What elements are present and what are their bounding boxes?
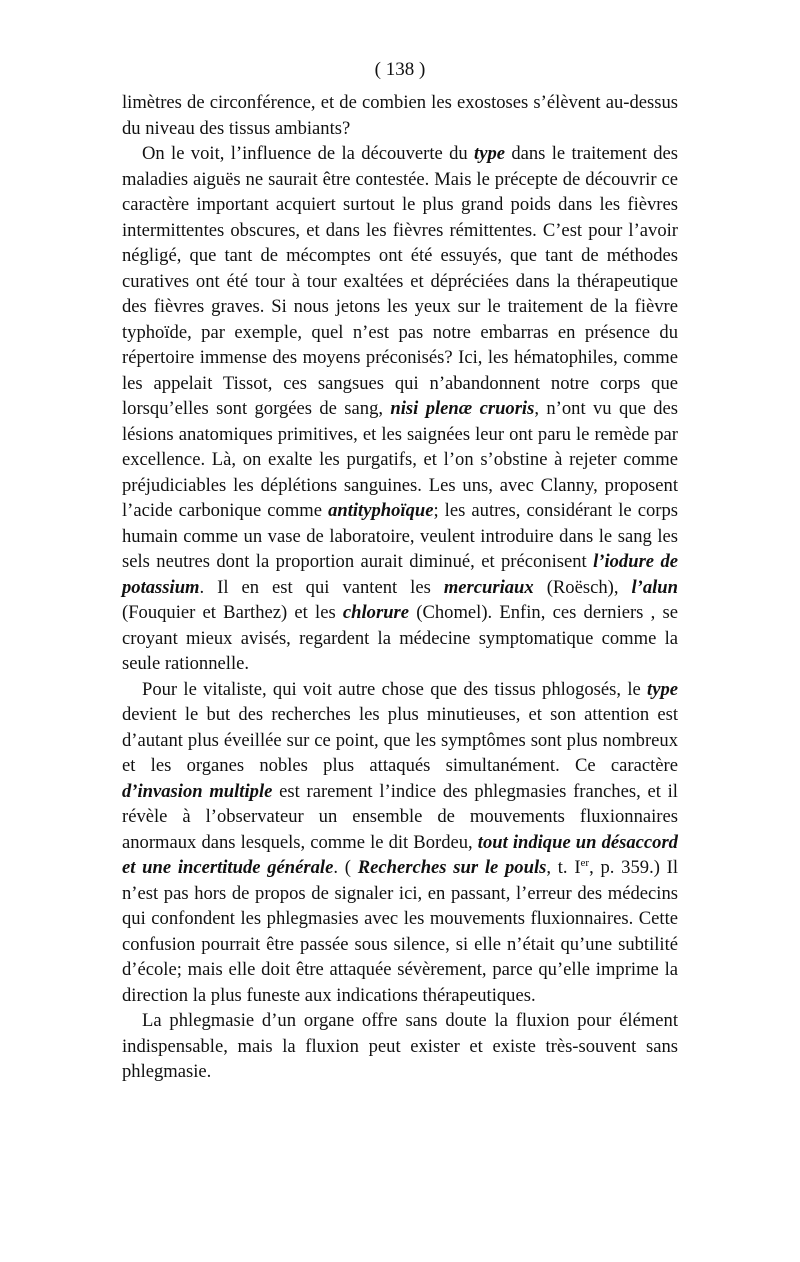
emphasis-text: tout indique un désaccord et une incertitude générale: [122, 831, 678, 878]
text-run: , n’ont vu que des lésions anatomiques primitives, et les saignées leur ont paru le remède par excellence. Là, on exalte les purgatifs, et l’on s’obstine à rejeter comme préjudiciables les déplétions sanguines. Les uns, avec Clanny, proposent l’acide carbonique comme: [122, 398, 678, 521]
text-run: (Chomel). Enfin, ces derniers , se croyant mieux avisés, regardent la médecine symptomatique comme la seule rationnelle.: [122, 602, 678, 674]
emphasis-text: Recherches sur le pouls: [357, 857, 547, 878]
emphasis-text: l’alun: [631, 576, 678, 598]
text-run: On le voit, l’influence de la découverte du: [142, 143, 475, 164]
emphasis-text: nisi plenæ cruoris: [390, 398, 535, 419]
text-run: devient le but des recherches les plus minutieuses, et son attention est d’autant plus éveillée sur ce point, que les symptômes sont plus nombreux et les organes nobles plus attaqués simultanément. Ce caractère: [122, 704, 678, 776]
paragraph: [122, 677, 678, 1009]
emphasis-text: d’invasion multiple: [122, 780, 273, 802]
paragraph: [122, 1008, 678, 1085]
superscript-text: er: [580, 856, 590, 869]
text-run: (Fouquier et Barthez) et les: [122, 602, 343, 623]
text-run: Pour le vitaliste, qui voit autre chose que des tissus phlogosés, le: [142, 678, 648, 700]
text-run: (Roësch),: [533, 576, 632, 598]
paragraph: [122, 90, 678, 141]
emphasis-text: type: [474, 143, 505, 164]
emphasis-text: chlorure: [342, 602, 410, 623]
text-run: limètres de circonférence, et de combien les exostoses s’élèvent au-dessus du niveau des tissus ambiants?: [122, 92, 678, 139]
emphasis-text: antityphoïque: [328, 500, 434, 521]
paragraph: [122, 141, 678, 677]
text-run: ; les autres, considérant le corps humain comme un vase de laboratoire, veulent introduire dans le sang les sels neutres dont la proportion aurait diminué, et préconisent: [122, 500, 678, 572]
emphasis-text: type: [647, 678, 678, 700]
text-run: , t. I: [546, 857, 581, 878]
text-run: . Il en est qui vantent les: [199, 576, 444, 598]
text-run: dans le traitement des maladies aiguës ne saurait être contestée. Mais le précepte de découvrir ce caractère important acquiert surtout le plus grand poids dans les fièvres intermittentes obscures, et dans les fièvres rémittentes. C’est pour l’avoir négligé, que tant de mécomptes ont été essuyés, que tant de méthodes curatives ont été tour à tour exaltées et dépréciées dans la thérapeutique des fièvres graves. Si nous jetons les yeux sur le traitement de la fièvre typhoïde, par exemple, quel n’est pas notre embarras en présence du répertoire immense des moyens préconisés? Ici, les hématophiles, comme les appelait Tissot, ces sangsues qui n’abandonnent notre corps que lorsqu’elles sont gorgées de sang,: [122, 143, 678, 419]
text-run: La phlegmasie d’un organe offre sans doute la fluxion pour élément indispensable, mais la fluxion peut exister et existe très-souvent sans phlegmasie.: [122, 1010, 678, 1082]
page-number: ( 138 ): [374, 59, 426, 80]
emphasis-text: l’iodure de potassium: [122, 551, 678, 598]
emphasis-text: mercuriaux: [443, 576, 534, 598]
body-text: [122, 90, 678, 1085]
text-run: est rarement l’indice des phlegmasies franches, et il révèle à l’observateur un ensemble de mouvements fluxionnaires anormaux dans lesquels, comme le dit Bordeu,: [122, 780, 678, 853]
text-run: . (: [333, 857, 358, 878]
book-page: [122, 56, 678, 1085]
text-run: , p. 359.) Il n’est pas hors de propos de signaler ici, en passant, l’erreur des médecins qui confondent les phlegmasies avec les mouvements fluxionnaires. Cette confusion pourrait être passée sous silence, si elle n’était qu’une subtilité d’école; mais elle doit être attaquée sévèrement, parce qu’elle imprime la direction la plus funeste aux indications thérapeutiques.: [122, 857, 679, 1006]
